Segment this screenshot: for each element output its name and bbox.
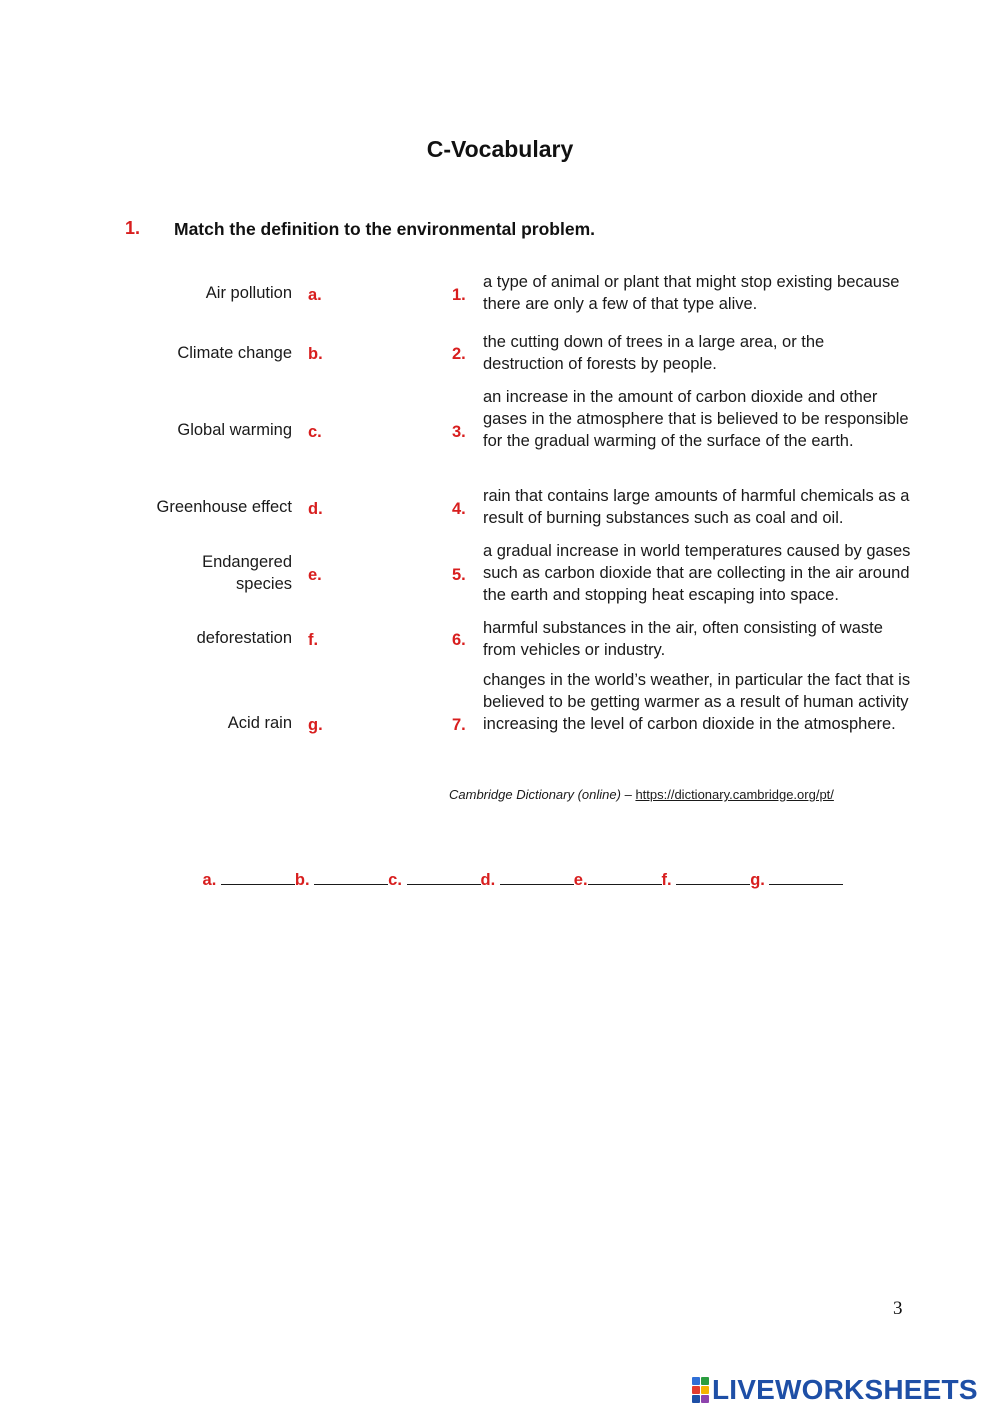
answer-blank-b[interactable] <box>314 870 388 885</box>
logo-square-4 <box>701 1386 709 1394</box>
answer-label-f: f. <box>661 871 672 889</box>
liveworksheets-grid-icon <box>692 1377 709 1403</box>
term-letter-a: a. <box>308 286 322 304</box>
definition-number-3: 3. <box>452 423 466 441</box>
answer-blank-c[interactable] <box>407 870 481 885</box>
answer-label-g: g. <box>750 871 765 889</box>
answer-label-d: d. <box>480 871 496 889</box>
answer-blank-e[interactable] <box>588 870 662 885</box>
term-letter-e: e. <box>308 566 322 584</box>
term-greenhouse-effect: Greenhouse effect <box>156 498 292 516</box>
definition-number-6: 6. <box>452 631 466 649</box>
exercise-instruction: Match the definition to the environmental problem. <box>174 219 595 239</box>
term-letter-g: g. <box>308 716 323 734</box>
logo-square-3 <box>692 1386 700 1394</box>
term-endangered-species: Endangered species <box>202 553 292 593</box>
source-citation <box>449 787 834 802</box>
term-air-pollution: Air pollution <box>205 284 292 302</box>
page-title: C-Vocabulary <box>426 136 574 162</box>
answer-label-a: a. <box>202 871 217 889</box>
definition-5: a gradual increase in world temperatures caused by gases such as carbon dioxide that are collecting in the air around the earth and stopping heat escaping into space. <box>483 542 911 604</box>
definition-6: harmful substances in the air, often consisting of waste from vehicles or industry. <box>483 619 883 659</box>
logo-square-6 <box>701 1395 709 1403</box>
definition-4: rain that contains large amounts of harmful chemicals as a result of burning substances such as coal and oil. <box>483 487 910 527</box>
answer-label-b: b. <box>294 871 310 889</box>
answer-label-c: c. <box>388 871 402 889</box>
source-link[interactable]: https://dictionary.cambridge.org/pt/ <box>635 787 834 802</box>
definition-number-4: 4. <box>452 500 466 518</box>
term-global-warming: Global warming <box>177 421 292 439</box>
definition-7: changes in the world’s weather, in particular the fact that is believed to be getting warmer as a result of human activity increasing the level of carbon dioxide in the atmosphere. <box>483 671 911 733</box>
logo-square-1 <box>692 1377 700 1385</box>
definition-2: the cutting down of trees in a large area, or the destruction of forests by people. <box>483 333 825 373</box>
term-deforestation: deforestation <box>196 629 292 647</box>
term-acid-rain: Acid rain <box>227 714 292 732</box>
definition-1: a type of animal or plant that might stop existing because there are only a few of that type alive. <box>483 273 900 313</box>
logo-square-2 <box>701 1377 709 1385</box>
answer-blank-f[interactable] <box>676 870 750 885</box>
answer-blank-g[interactable] <box>769 870 843 885</box>
term-letter-c: c. <box>308 423 322 441</box>
term-letter-b: b. <box>308 345 323 363</box>
source-name: Cambridge Dictionary (online) <box>449 787 621 802</box>
answer-blank-d[interactable] <box>500 870 574 885</box>
term-climate-change: Climate change <box>177 344 292 362</box>
definition-number-2: 2. <box>452 345 466 363</box>
logo-square-5 <box>692 1395 700 1403</box>
term-letter-d: d. <box>308 500 323 518</box>
answer-blank-a[interactable] <box>221 870 295 885</box>
liveworksheets-logo <box>692 1374 978 1406</box>
answer-label-e: e. <box>573 871 588 889</box>
definition-number-5: 5. <box>452 566 466 584</box>
term-letter-f: f. <box>308 631 319 649</box>
exercise-number: 1. <box>125 218 141 238</box>
page-number: 3 <box>893 1298 903 1319</box>
answer-line <box>0 870 1000 890</box>
brand-name: LIVEWORKSHEETS <box>712 1374 978 1405</box>
definition-number-1: 1. <box>452 286 466 304</box>
source-separator: – <box>620 787 636 802</box>
definition-3: an increase in the amount of carbon dioxide and other gases in the atmosphere that is believed to be responsible for the gradual warming of the surface of the earth. <box>483 388 909 450</box>
definition-number-7: 7. <box>452 716 466 734</box>
